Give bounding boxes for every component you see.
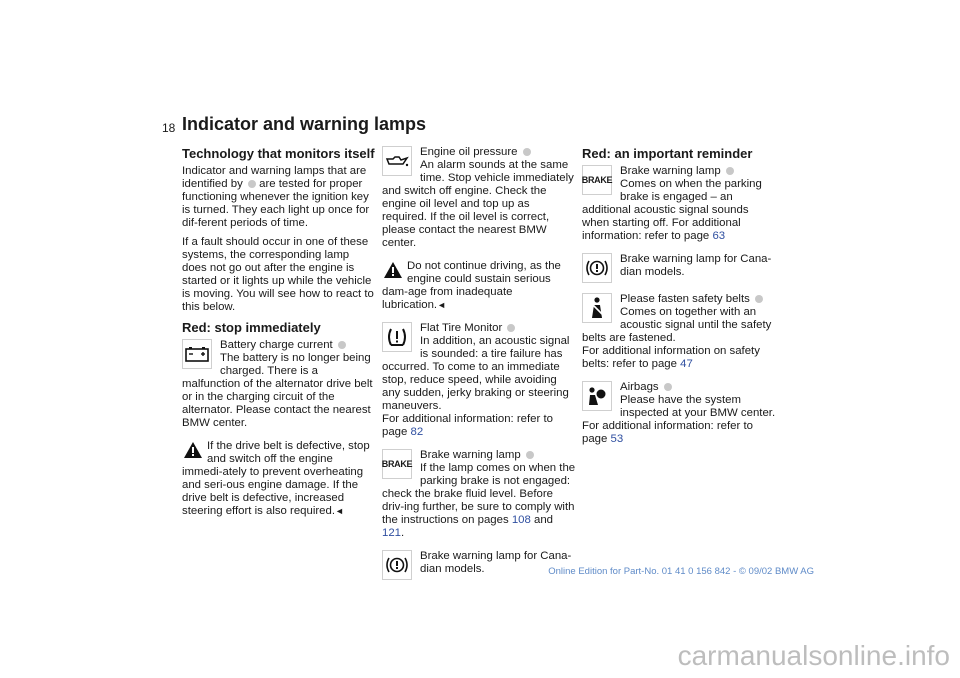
intro-text-a: Indicator and warning lamps that are identified by [182,165,367,190]
brake-parking-text: Comes on when the parking brake is engaged – an additional acoustic signal sounds when starting off. For additional information: refer to page [582,178,762,242]
belt-text: Comes on together with an acoustic signal until the safety belts are fastened. [582,306,772,344]
belt-page-link[interactable]: 47 [680,358,693,370]
page-number: 18 [162,121,176,135]
end-mark-icon: ◄ [437,300,447,310]
entry-brake [382,449,576,540]
indicator-dot-icon [507,324,515,332]
paragraph-fault: If a fault should occur in one of these systems, the corresponding lamp does not go out after the engine is started or it lights up while the vehicle is moving. You will see how to react to this below. [182,236,374,313]
brake-text-icon [582,165,612,195]
battery-icon [182,339,212,369]
section-heading-technology: Technology that monitors itself [182,146,375,161]
warning-triangle-icon [384,262,402,278]
oil-text: An alarm sounds at the same time. Stop vehicle immediately and switch off engine. Check the engine oil level and top up as required. If the oil level is correct, please contact the nearest BMW center. [382,159,574,249]
brake-text: If the lamp comes on when the parking brake is not engaged: check the brake fluid level. Before driv-ing further, be sure to comply with the instructions on pages [382,462,576,526]
footer-edition: Online Edition for Part-No. 01 41 0 156 842 - © 09/02 BMW AG [548,566,814,577]
entry-seatbelt [582,293,776,371]
battery-title: Battery charge current [220,339,333,351]
entry-brake-canada [382,550,576,576]
brake-circle-icon [382,550,412,580]
brake-page-link-1[interactable]: 108 [511,514,531,526]
end-mark-icon: ◄ [335,506,344,516]
brake-page-link-2[interactable]: 121 [382,527,402,539]
warning-triangle-icon [184,442,202,458]
entry-oil [382,146,576,250]
battery-text: The battery is no longer being charged. There is a malfunction of the alternator drive belt or in the charging circuit of the alternator. Please contact the nearest BMW center. [182,352,373,429]
tire-ref-text: For additional information: refer to page [382,413,553,438]
entry-brake-parking [582,165,776,243]
airbag-title: Airbags [620,381,659,393]
airbag-page-link[interactable]: 53 [610,433,624,445]
tire-text: In addition, an acoustic signal is sounded: a tire failure has occurred. To come to an immediate stop, reduce speed, while avoiding any sudden, jerky braking or steering maneuvers. [382,335,570,412]
tire-page-link[interactable]: 82 [410,426,424,438]
indicator-dot-icon [523,148,531,156]
tire-pressure-icon [382,322,412,352]
indicator-dot-icon [248,180,256,188]
entry-tire [382,322,576,439]
entry-battery [182,339,376,430]
indicator-dot-icon [338,341,346,349]
airbag-reference [582,420,776,446]
belt-ref-text: For additional information on safety belts: refer to page [582,345,760,370]
indicator-dot-icon [664,383,672,391]
brake-and: and [534,514,554,526]
brake-period: . [401,527,405,539]
column-left [182,146,376,524]
brake-canada-text: Brake warning lamp for Cana-dian models. [420,550,572,575]
brake-text-icon [382,449,412,479]
indicator-dot-icon [755,295,763,303]
section-heading-stop: Red: stop immediately [182,320,321,335]
airbag-text: Please have the system inspected at your BMW center. [620,394,776,419]
belt-warning-text: If the drive belt is defective, stop and switch off the engine immedi-ately to prevent overheating and seri-ous engine damage. If the drive belt is defective, increased steering effort is also required. [182,440,370,517]
entry-belt-warning [182,440,376,518]
indicator-dot-icon [726,167,734,175]
brake-title: Brake warning lamp [420,449,521,461]
brake-circle-icon [582,253,612,283]
airbag-icon [582,381,612,411]
belt-reference [582,345,776,371]
oil-title: Engine oil pressure [420,146,518,158]
watermark: carmanualsonline.info [677,640,950,671]
airbag-ref-text: For additional information: refer to page [582,420,753,445]
column-right [582,146,776,452]
indicator-dot-icon [526,451,534,459]
entry-oil-warning [382,260,576,312]
brake-canada-text: Brake warning lamp for Cana-dian models. [620,253,772,278]
brake-title: Brake warning lamp [620,165,721,177]
brake-icon-label: BRAKE [581,174,613,185]
entry-airbag [582,381,776,446]
brake-icon-label: BRAKE [381,458,413,469]
seatbelt-icon [582,293,612,323]
brake-parking-page-link[interactable]: 63 [712,230,726,242]
tire-reference [382,413,576,439]
paragraph-intro [182,165,376,230]
column-middle [382,146,576,582]
entry-brake-canada [582,253,776,279]
intro-text-b: are tested for proper functioning whenever the ignition key is turned. They each light up once for dif-ferent periods of time. [182,178,370,229]
tire-title: Flat Tire Monitor [420,322,503,334]
oil-can-icon [382,146,412,176]
belt-title: Please fasten safety belts [620,293,750,305]
section-heading-reminder: Red: an important reminder [582,146,753,161]
oil-warning-text: Do not continue driving, as the engine could sustain serious dam-age from inadequate lubrication. [382,260,561,311]
page-title: Indicator and warning lamps [182,114,427,134]
